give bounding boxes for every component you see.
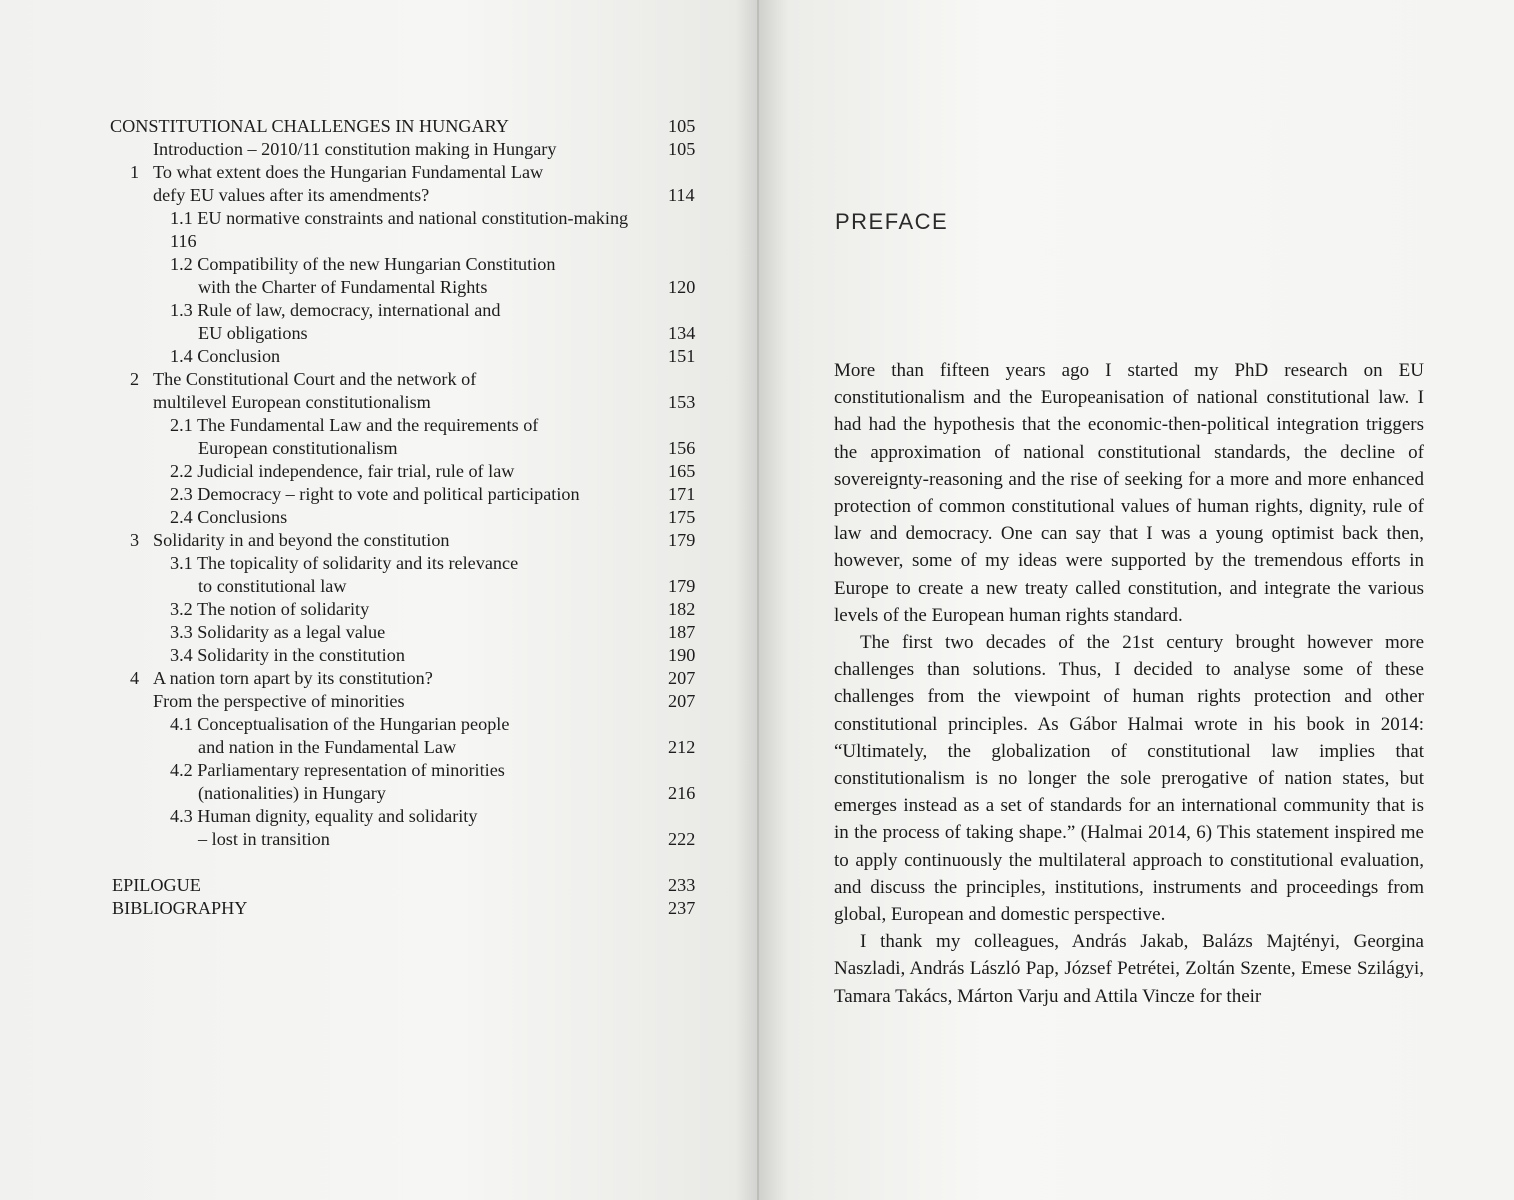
toc-page: 105 — [668, 139, 696, 159]
toc-row — [0, 114, 758, 138]
toc-title: A nation torn apart by its constitution? — [153, 668, 433, 688]
toc-title: BIBLIOGRAPHY — [112, 898, 248, 918]
preface-paragraph: The first two decades of the 21st century brought however more challenges than solutions. Thus, I decided to analyse some of these challenges from the viewpoint of human rights protection and other constitutional principles. As Gábor Halmai wrote in his book in 2014: “Ultimately, the globalization of constitutional law implies that constitutionalism is no longer the sole prerogative of nation states, but emerges instead as a set of standards for an international community that is in the process of taking shape.” (Halmai 2014, 6) This statement inspired me to apply continuously the multilateral approach to constitutional evaluation, and discuss the principles, institutions, instruments and proceedings from global, European and domestic perspective. — [834, 632, 1424, 926]
toc-page: 114 — [668, 185, 695, 205]
toc-title: 1.1 EU normative constraints and national constitution-making — [170, 208, 629, 228]
toc-title: – lost in transition — [198, 829, 330, 849]
toc-title: 4.3 Human dignity, equality and solidarity — [170, 806, 478, 826]
toc-row — [0, 666, 758, 690]
toc-title: CONSTITUTIONAL CHALLENGES IN HUNGARY — [110, 116, 509, 136]
toc-title: (nationalities) in Hungary — [198, 783, 386, 803]
toc-row — [0, 827, 758, 851]
toc-title: and nation in the Fundamental Law — [198, 737, 457, 757]
toc-title: 3.2 The notion of solidarity — [170, 599, 370, 619]
toc-title: 2.4 Conclusions — [170, 507, 288, 527]
toc-row — [0, 712, 758, 736]
toc-page: 165 — [668, 461, 696, 481]
toc-page: 190 — [668, 645, 696, 665]
toc-title: 1.2 Compatibility of the new Hungarian Constitution — [170, 254, 556, 274]
toc-title: 1.4 Conclusion — [170, 346, 281, 366]
toc-page: 153 — [668, 392, 696, 412]
chapter-number: 1 — [130, 162, 140, 182]
toc-row — [0, 505, 758, 529]
toc-page: 156 — [668, 438, 696, 458]
toc-row — [0, 160, 758, 184]
toc-title: defy EU values after its amendments? — [153, 185, 430, 205]
toc-title: Introduction – 2010/11 constitution making in Hungary — [153, 139, 557, 159]
toc-title: The Constitutional Court and the network of — [153, 369, 477, 389]
toc-row — [0, 551, 758, 575]
toc-title: with the Charter of Fundamental Rights — [198, 277, 488, 297]
toc-title: Solidarity in and beyond the constitution — [153, 530, 450, 550]
toc-row — [0, 804, 758, 828]
toc-row — [0, 298, 758, 322]
toc-row — [0, 206, 758, 230]
toc-title: 116 — [170, 231, 197, 251]
toc-row — [0, 344, 758, 368]
toc-title: 2.3 Democracy – right to vote and political participation — [170, 484, 580, 504]
toc-title: European constitutionalism — [198, 438, 398, 458]
toc-row — [0, 735, 758, 759]
toc-row — [0, 873, 758, 897]
toc-title: 2.2 Judicial independence, fair trial, rule of law — [170, 461, 515, 481]
toc-page: 105 — [668, 116, 696, 136]
toc-row — [0, 390, 758, 414]
toc-row — [0, 758, 758, 782]
toc-title: 3.4 Solidarity in the constitution — [170, 645, 405, 665]
preface-paragraph: More than fifteen years ago I started my PhD research on EU constitutionalism and the Europeanisation of national constitutional law. I had had the hypothesis that the economic-then-political integration triggers the approximation of national constitutional standards, the decline of sovereignty-reasoning and the rise of seeking for a more and more enhanced protection of common constitutional values of human rights, dignity, rule of law and democracy. One can say that I was a young optimist back then, however, some of my ideas were supported by the tremendous efforts in Europe to create a new treaty called constitution, and integrate the various levels of the European human rights standard. — [834, 360, 1424, 626]
toc-page: 207 — [668, 691, 696, 711]
toc-page: 212 — [668, 737, 696, 757]
toc-page: 237 — [668, 898, 696, 918]
toc-title: To what extent does the Hungarian Fundamental Law — [153, 162, 544, 182]
toc-title: 1.3 Rule of law, democracy, international and — [170, 300, 501, 320]
toc-title: From the perspective of minorities — [153, 691, 405, 711]
toc-row — [0, 252, 758, 276]
toc-row — [0, 781, 758, 805]
toc-title: 2.1 The Fundamental Law and the requirements of — [170, 415, 539, 435]
toc-row — [0, 459, 758, 483]
toc-row — [0, 689, 758, 713]
chapter-number: 2 — [130, 369, 140, 389]
toc-title: 3.1 The topicality of solidarity and its relevance — [170, 553, 519, 573]
toc-row — [0, 367, 758, 391]
toc-row — [0, 643, 758, 667]
toc-row — [0, 896, 758, 920]
toc-title: multilevel European constitutionalism — [153, 392, 431, 412]
toc-row — [0, 528, 758, 552]
toc-title: 4.1 Conceptualisation of the Hungarian people — [170, 714, 510, 734]
toc-page: 134 — [668, 323, 696, 343]
preface-heading: PREFACE — [835, 209, 949, 234]
toc-page: 233 — [668, 875, 696, 895]
preface-paragraph: I thank my colleagues, András Jakab, Balázs Majtényi, Georgina Naszladi, András László Pap, József Petrétei, Zoltán Szente, Emese Szilágyi, Tamara Takács, Márton Varju and Attila Vincze for their — [834, 931, 1424, 1007]
toc-page: 151 — [668, 346, 696, 366]
toc-title: 4.2 Parliamentary representation of minorities — [170, 760, 505, 780]
toc-row — [0, 597, 758, 621]
toc-row — [0, 574, 758, 598]
toc-page: 216 — [668, 783, 696, 803]
toc-page: 171 — [668, 484, 696, 504]
chapter-number: 3 — [130, 530, 140, 550]
preface-body — [834, 357, 1424, 1010]
toc-page: 222 — [668, 829, 696, 849]
toc-page: 207 — [668, 668, 696, 688]
toc-page: 179 — [668, 530, 696, 550]
toc-page: 175 — [668, 507, 696, 527]
toc-row — [0, 275, 758, 299]
toc-title: EPILOGUE — [112, 875, 201, 895]
toc-title: 3.3 Solidarity as a legal value — [170, 622, 386, 642]
chapter-number: 4 — [130, 668, 140, 688]
toc-row — [0, 413, 758, 437]
toc-row — [0, 321, 758, 345]
toc-title: EU obligations — [198, 323, 308, 343]
toc-page: 179 — [668, 576, 696, 596]
toc-page: 182 — [668, 599, 696, 619]
toc-title: to constitutional law — [198, 576, 347, 596]
toc-row — [0, 620, 758, 644]
toc-row — [0, 183, 758, 207]
toc-page: 187 — [668, 622, 696, 642]
toc-row — [0, 137, 758, 161]
toc-page: 120 — [668, 277, 696, 297]
toc-row — [0, 482, 758, 506]
toc-row — [0, 229, 758, 253]
toc-row — [0, 436, 758, 460]
